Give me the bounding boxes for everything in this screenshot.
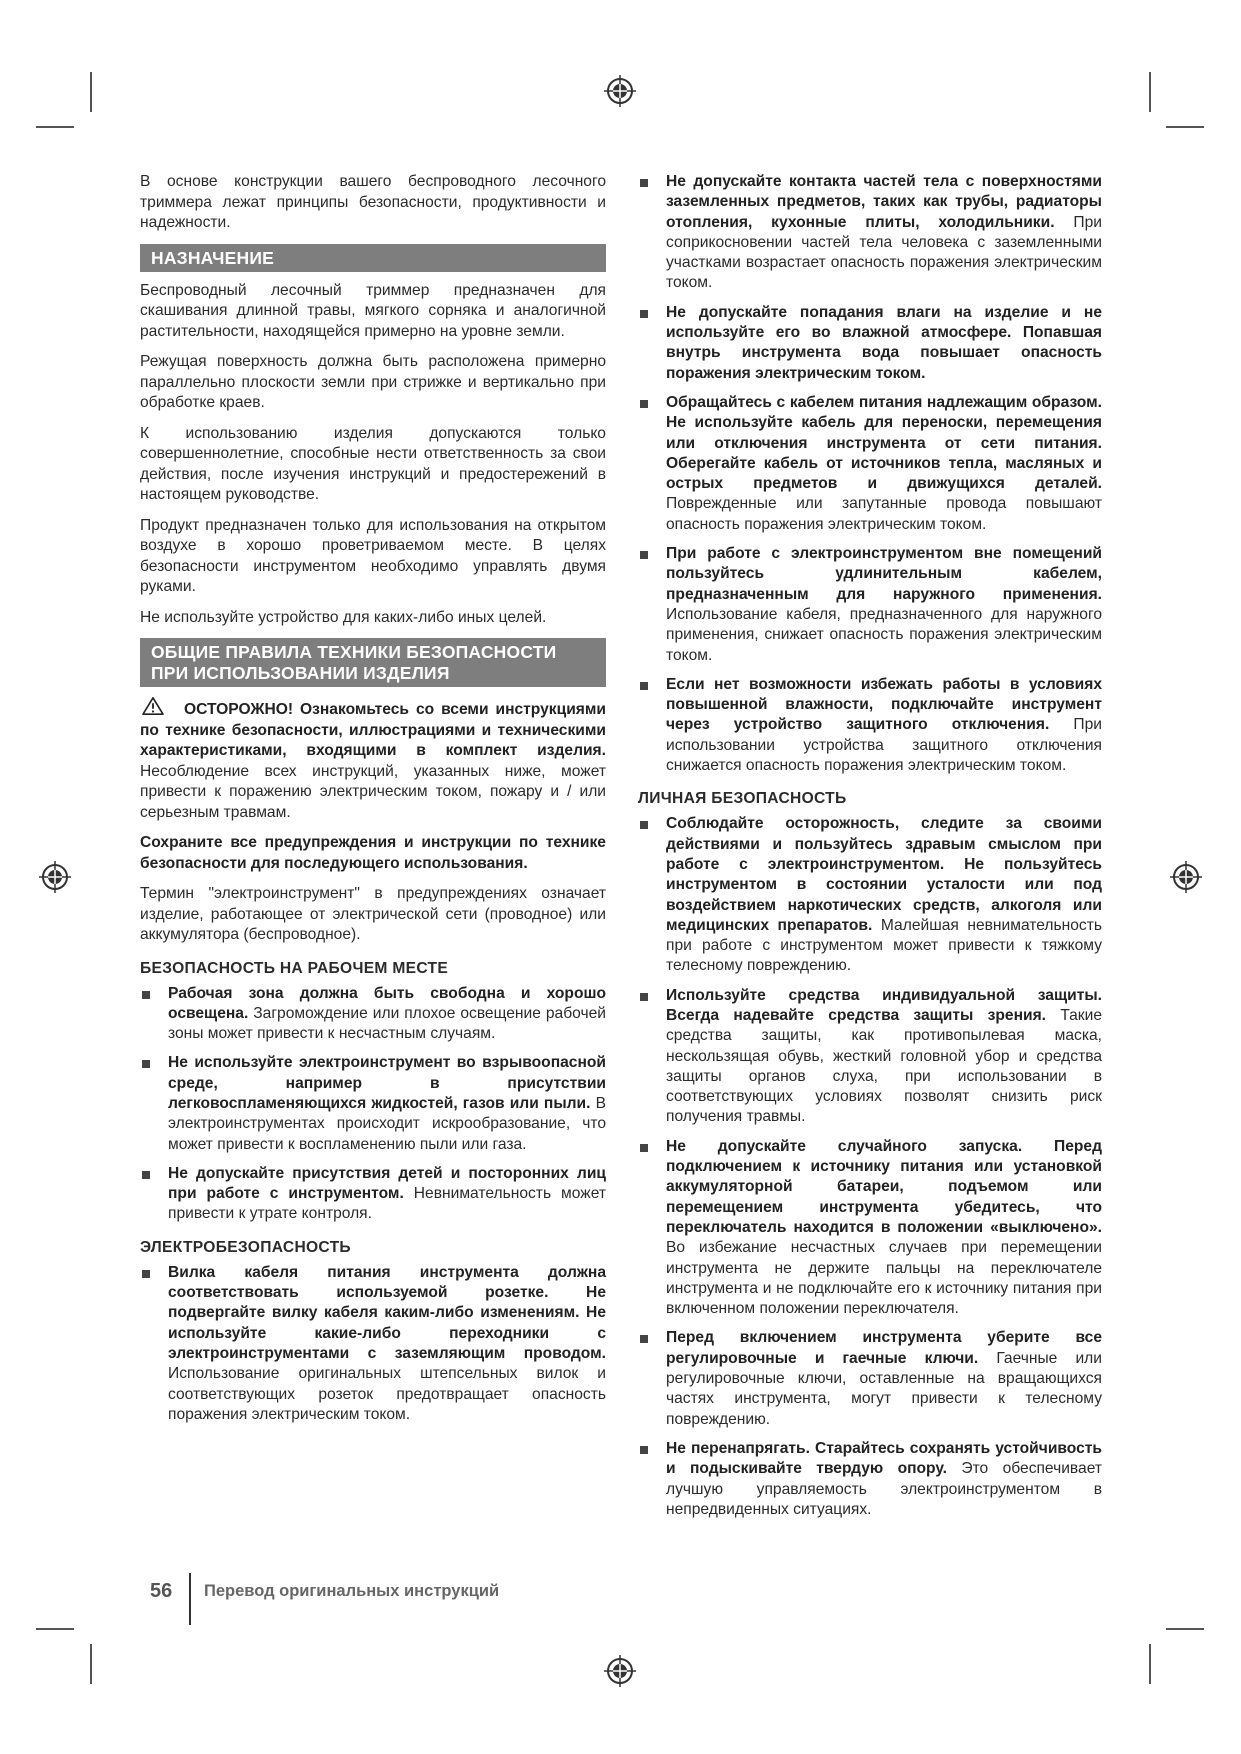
item-text: Невнимательность может привести к утрате контроля. (168, 1185, 606, 1223)
warning-bold-text: ОСТОРОЖНО! Ознакомьтесь со всеми инструкциями по технике безопасности, иллюстрациями и техническими характеристиками, входящими в комплект изделия. (140, 701, 606, 759)
item-bold-text: Используйте средства индивидуальной защиты. Всегда надевайте средства защиты зрения. (666, 986, 1102, 1024)
electrical-safety-heading: ЭЛЕКТРОБЕЗОПАСНОСТЬ (140, 1238, 351, 1256)
item-text: При соприкосновении частей тела человека с заземленными участками возрастает опасность поражения электрическим током. (666, 213, 1102, 292)
item-text: Такие средства защиты, как противопылевая маска, нескользящая обувь, жесткий головной убор и средства защиты органов слуха, при использовании в соответствующих условиях позволят снизить риск получения травмы. (666, 1006, 1102, 1126)
item-bold-text: Вилка кабеля питания инструмента должна соответствовать используемой розетке. Не подвергайте вилку кабеля каким-либо изменениям. Не используйте какие-либо переходники с электроинструментами с заземляющим проводом. (168, 1263, 606, 1362)
save-instructions: Сохраните все предупреждения и инструкции по технике безопасности для последующего использования. (140, 834, 606, 872)
item-bold-text: Соблюдайте осторожность, следите за своими действиями и пользуйтесь здравым смыслом при работе с электроинструментом. Не пользуйтесь инструментом в состоянии усталости или под воздействием наркотических средств, алкоголя или медицинских препаратов. (666, 815, 1102, 934)
workplace-safety-list (140, 984, 606, 1225)
list-item (638, 986, 1102, 1128)
general-safety-heading (140, 638, 606, 687)
item-bold-text: Не допускайте попадания влаги на изделие и не используйте его во влажной атмосфере. Попавшая внутрь инструмента вода повышает опасность поражения электрическим током. (666, 303, 1102, 382)
registration-mark-icon (603, 1654, 637, 1688)
crop-mark (90, 72, 92, 112)
warning-text: Несоблюдение всех инструкций, указанных ниже, может привести к поражению электрическим током, пожару и / или серьезным травмам. (140, 762, 606, 821)
item-text: Малейшая невнимательность при работе с инструментом может привести к тяжкому телесному повреждению. (666, 916, 1102, 975)
list-item (140, 1053, 606, 1154)
registration-mark-icon (38, 860, 72, 894)
list-item (140, 984, 606, 1045)
electrical-safety-list (140, 1263, 606, 1425)
item-bold-text: Не допускайте случайного запуска. Перед подключением к источнику питания или установкой аккумуляторной батареи, подъемом или перемещением инструмента убедитесь, что переключатель находится в положении «выключено». (666, 1137, 1102, 1236)
purpose-paragraph: К использованию изделия допускаются только совершеннолетние, способные нести ответственность за свои действия, после изучения инструкций и предостережений в настоящем руководстве. (140, 424, 606, 503)
item-bold-text: Обращайтесь с кабелем питания надлежащим образом. Не используйте кабель для переноски, перемещения или отключения инструмента от сети питания. Оберегайте кабель от источников тепла, масляных и острых предметов и движущихся деталей. (666, 393, 1102, 493)
item-bold-text: Если нет возможности избежать работы в условиях повышенной влажности, подключайте инструмент через устройство защитного отключения. (666, 675, 1102, 734)
registration-mark-icon (603, 74, 637, 108)
item-bold-text: Не допускайте контакта частей тела с поверхностями заземленных предметов, таких как трубы, радиаторы отопления, кухонные плиты, холодильники. (666, 173, 1102, 231)
item-bold-text: Не используйте электроинструмент во взрывоопасной среде, например в присутствии легковоспламеняющихся жидкостей, газов или пыли. (168, 1054, 606, 1112)
intro-paragraph: В основе конструкции вашего беспроводного лесочного триммера лежат принципы безопасности, продуктивности и надежности. (140, 173, 606, 231)
list-item (140, 1164, 606, 1225)
crop-mark (1149, 1644, 1151, 1684)
crop-mark (1166, 126, 1204, 128)
item-bold-text: Не перенапрягать. Старайтесь сохранять устойчивость и подыскивайте твердую опору. (666, 1439, 1102, 1478)
general-safety-heading-line: ОБЩИЕ ПРАВИЛА ТЕХНИКИ БЕЗОПАСНОСТИ (151, 642, 557, 662)
personal-safety-heading: ЛИЧНАЯ БЕЗОПАСНОСТЬ (638, 790, 847, 808)
item-text: Использование кабеля, предназначенного для наружного применения, снижает опасность поражения электрическим током. (666, 605, 1102, 664)
item-bold-text: Рабочая зона должна быть свободна и хорошо освещена. (168, 984, 606, 1022)
term-definition: Термин "электроинструмент" в предупреждениях означает изделие, работающее от электрической сети (проводное) или аккумулятора (беспроводное). (140, 885, 606, 943)
list-item (638, 393, 1102, 535)
list-item (638, 675, 1102, 776)
list-item (638, 1328, 1102, 1429)
crop-mark (36, 126, 74, 128)
item-text: Поврежденные или запутанные провода повышают опасность поражения электрическим током. (666, 495, 1102, 533)
page-number: 56 (150, 1580, 173, 1602)
item-text: Загромождение или плохое освещение рабочей зоны может привести к несчастным случаям. (168, 1004, 606, 1043)
purpose-paragraph: Продукт предназначен только для использования на открытом воздухе в хорошо проветриваемом месте. В целях безопасности инструментом необходимо управлять двумя руками. (140, 516, 606, 595)
crop-mark (90, 1644, 92, 1684)
general-safety-heading-line: ПРИ ИСПОЛЬЗОВАНИИ ИЗДЕЛИЯ (151, 663, 450, 683)
warning-paragraph (140, 696, 606, 823)
warning-triangle-icon (140, 696, 166, 716)
purpose-paragraph: Не используйте устройство для каких-либо иных целей. (140, 608, 547, 626)
crop-mark (1149, 72, 1151, 112)
crop-mark (36, 1628, 74, 1630)
list-item (638, 303, 1102, 384)
item-text: Гаечные или регулировочные ключи, оставленные на вращающихся частях инструмента, могут привести к телесному повреждению. (666, 1349, 1102, 1428)
electrical-safety-list-continued (638, 172, 1102, 776)
list-item (638, 544, 1102, 666)
workplace-safety-heading: БЕЗОПАСНОСТЬ НА РАБОЧЕМ МЕСТЕ (140, 959, 449, 977)
purpose-heading: НАЗНАЧЕНИЕ (140, 244, 606, 272)
item-text: При использовании устройства защитного отключения снижается опасность поражения электрическим током. (666, 716, 1102, 775)
left-column (140, 172, 606, 1434)
footer-divider (189, 1573, 191, 1625)
purpose-paragraph: Беспроводный лесочный триммер предназначен для скашивания длинной травы, мягкого сорняка и аналогичной растительности, находящейся примерно на уровне земли. (140, 281, 606, 340)
item-bold-text: Не допускайте присутствия детей и посторонних лиц при работе с инструментом. (168, 1164, 606, 1203)
item-text: В электроинструментах происходит искрообразование, что может привести к воспламенению пыли или газа. (168, 1094, 606, 1153)
list-item (638, 814, 1102, 976)
purpose-paragraph: Режущая поверхность должна быть расположена примерно параллельно плоскости земли при стрижке и вертикально при обработке краев. (140, 353, 606, 411)
item-text: Использование оригинальных штепсельных вилок и соответствующих розеток предотвращает опасность поражения электрическим током. (168, 1365, 606, 1423)
list-item (638, 172, 1102, 294)
registration-mark-icon (1169, 860, 1203, 894)
item-text: Во избежание несчастных случаев при перемещении инструмента не держите пальцы на переключателе инструмента и не подключайте его к источнику питания при включенном положении переключателя. (666, 1239, 1102, 1318)
item-bold-text: Перед включением инструмента уберите все регулировочные и гаечные ключи. (666, 1329, 1102, 1367)
item-text: Это обеспечивает лучшую управляемость электроинструментом в непредвиденных ситуациях. (666, 1460, 1102, 1518)
list-item (638, 1137, 1102, 1320)
right-column (638, 172, 1102, 1529)
personal-safety-list (638, 814, 1102, 1520)
crop-mark (1166, 1628, 1204, 1630)
item-bold-text: При работе с электроинструментом вне помещений пользуйтесь удлинительным кабелем, предназначенным для наружного применения. (666, 545, 1102, 603)
footer-title: Перевод оригинальных инструкций (204, 1582, 500, 1600)
list-item (638, 1439, 1102, 1520)
list-item (140, 1263, 606, 1425)
